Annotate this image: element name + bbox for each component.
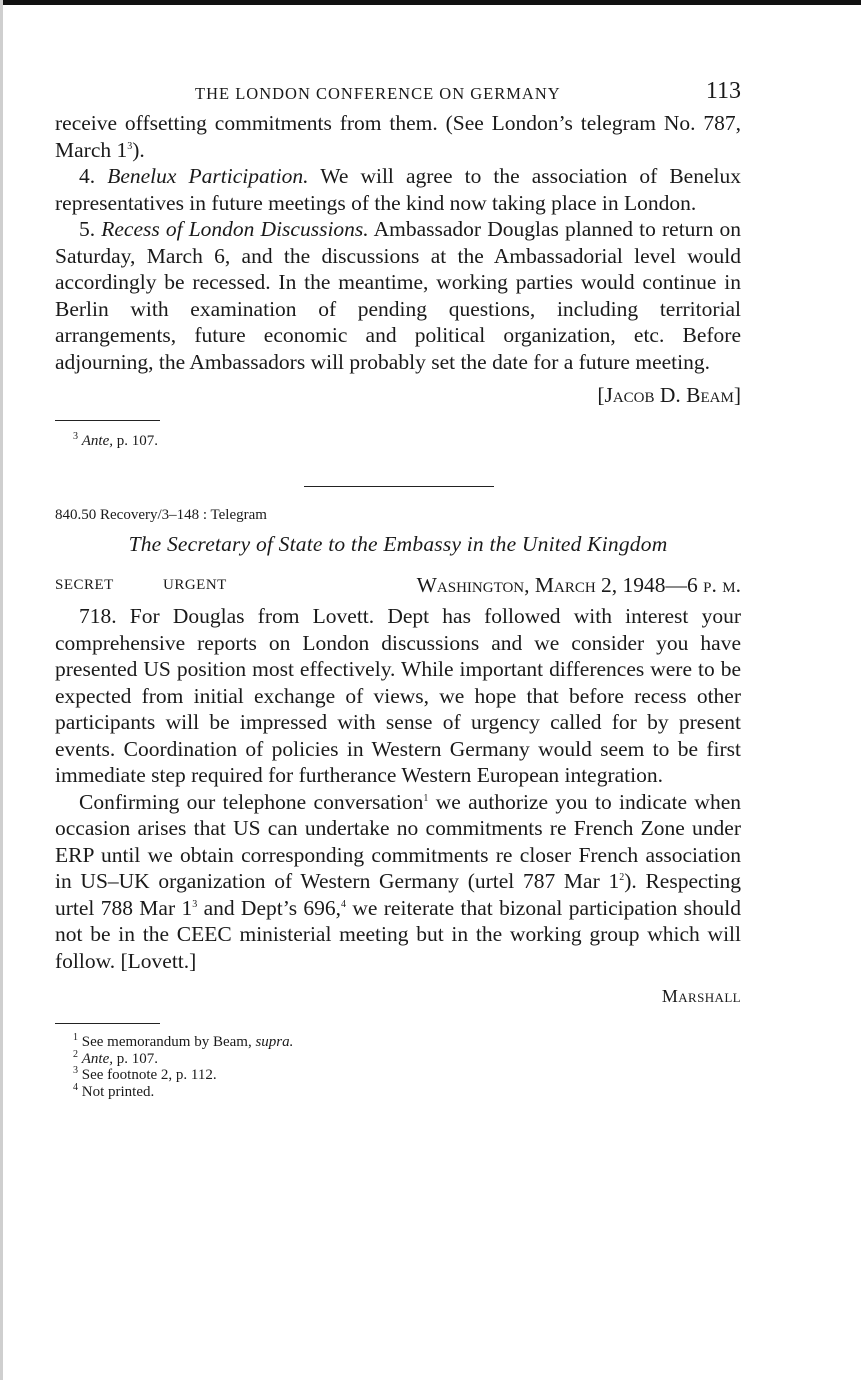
file-reference: 840.50 Recovery/3–148 : Telegram (55, 507, 267, 523)
footnote-italic: Ante, (81, 1050, 113, 1067)
memo-body (55, 110, 741, 375)
footnote (73, 1034, 741, 1051)
footnote-mark: 3 (73, 431, 78, 442)
paragraph-number: 5. (79, 217, 96, 241)
telegram-body (55, 603, 741, 974)
paragraph-text: Ambassador Douglas planned to return on Saturday, March 6, and the discussions at the Ambassadorial level would accordingly be recessed. In the meantime, working parties would continue in Berlin with examination of pending questions, including territorial arrangements, future economic and political organization, etc. Before adjourning, the Ambassadors will probably set the date for a future meeting. (55, 217, 741, 374)
footnote-ref: 1 (423, 792, 429, 804)
telegram-paragraph-2 (55, 789, 741, 975)
footnote-rule (55, 1023, 160, 1024)
page-top-edge (0, 0, 861, 5)
footnote-mark: 1 (73, 1032, 78, 1043)
footnote-text: Not printed. (81, 1083, 155, 1100)
footnote (73, 1067, 741, 1084)
footnote (73, 433, 741, 450)
classification-label: SECRET (55, 577, 114, 593)
paragraph-heading: Recess of London Discussions. (101, 217, 369, 241)
footnote-text: See memorandum by Beam, (81, 1034, 252, 1050)
running-title: THE LONDON CONFERENCE ON GERMANY (195, 84, 561, 103)
footnote-text: See footnote 2, p. 112. (81, 1067, 217, 1083)
footnote (73, 1048, 741, 1068)
page-left-edge (0, 0, 3, 1380)
telegram-meta (55, 573, 741, 599)
footnote-italic: Ante, (81, 433, 113, 449)
paragraph-benelux (55, 163, 741, 216)
paragraph-number: 4. (79, 164, 96, 188)
footnote-list (73, 1034, 741, 1100)
section-separator (304, 486, 494, 487)
running-header (55, 78, 741, 110)
paragraph-continued (55, 110, 741, 163)
footnote-ref: 4 (341, 898, 347, 910)
paragraph-text-end: ). (132, 137, 145, 162)
document-title: The Secretary of State to the Embassy in the United Kingdom (128, 532, 668, 556)
page-number: 113 (705, 78, 741, 104)
footnote-text: p. 107. (116, 433, 158, 449)
paragraph-text: Confirming our telephone conversation (79, 789, 424, 814)
signature-marshall: Marshall (661, 986, 741, 1006)
document-page (55, 78, 741, 1100)
footnote-mark: 4 (73, 1081, 78, 1093)
signature-beam: [Jacob D. Beam] (597, 383, 741, 407)
footnote-mark: 3 (73, 1065, 78, 1076)
paragraph-text: we authorize you to indicate when occasion arises that US can undertake no commitments re French Zone under ERP until we obtain corresponding commitments re closer French association in US–UK organization of Western Germany (urtel 787 Mar 1 (55, 789, 741, 893)
paragraph-text: and Dept’s 696, (203, 895, 342, 920)
paragraph-text: ). Respecting urtel 788 Mar 1 (55, 869, 741, 920)
footnote-mark: 2 (73, 1048, 78, 1060)
footnote-ref: 2 (619, 871, 625, 883)
paragraph-text: receive offsetting commitments from them. (See London’s telegram No. 787, March 1 (55, 111, 741, 162)
footnote (73, 1081, 741, 1101)
paragraph-text: we reiterate that bizonal participation should not be in the CEEC ministerial meeting but in the working group which will follow. [Lovett.] (55, 895, 742, 973)
footnote-text: p. 107. (116, 1050, 158, 1067)
paragraph-text: We will agree to the association of Benelux representatives in future meetings of the kind now taking place in London. (55, 164, 741, 215)
priority-label: URGENT (163, 577, 227, 593)
paragraph-recess (55, 216, 741, 375)
footnote-ref: 3 (192, 898, 198, 910)
place-date: Washington, March 2, 1948—6 p. m. (416, 573, 741, 597)
paragraph-heading: Benelux Participation. (107, 164, 309, 188)
telegram-paragraph-1: 718. For Douglas from Lovett. Dept has followed with interest your comprehensive reports on London discussions and we consider you have presented US position most effectively. While important differences were to be expected from initial exchange of views, we hope that before recess other participants will be impressed with sense of urgency called for by present events. Coordination of policies in Western Germany would seem to be first immediate step required for furtherance Western European integration. (55, 604, 741, 787)
footnote-ref: 3 (127, 140, 133, 152)
footnote-italic: supra. (255, 1034, 294, 1050)
footnote-rule (55, 420, 160, 421)
